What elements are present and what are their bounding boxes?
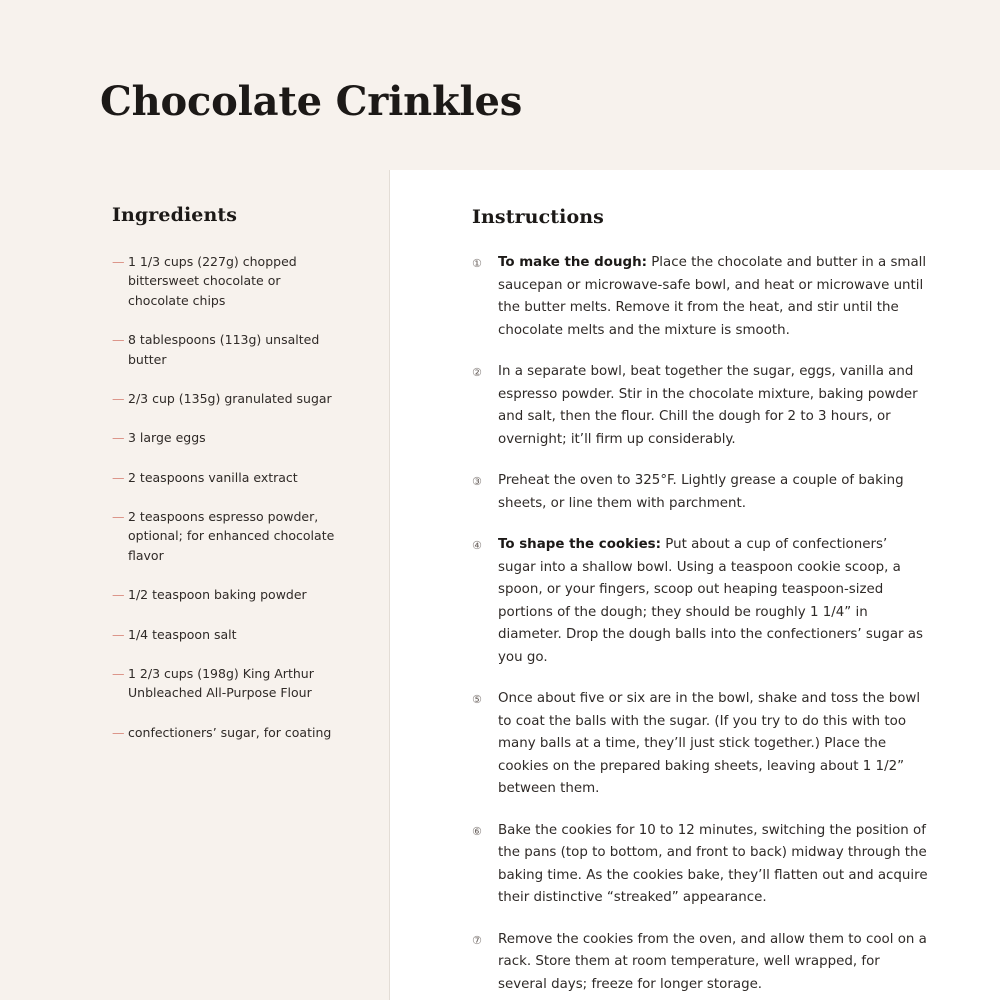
step-body-text: Bake the cookies for 10 to 12 minutes, switching the position of the pans (top to bottom, and front to back) midway through the baking time. As the cookies bake, they’ll flatten out and acquire their distinctive “streaked” appearance.: [498, 822, 928, 906]
step-text: [498, 470, 928, 515]
step-number: ②: [472, 366, 482, 380]
list-item: [112, 507, 345, 565]
instructions-list: [472, 252, 930, 996]
step-number: ⑦: [472, 933, 482, 947]
recipe-header: [0, 0, 1000, 170]
step-number: ⑤: [472, 693, 482, 707]
step-number: ①: [472, 257, 482, 270]
list-item: [472, 688, 930, 801]
step-body-text: Put about a cup of confectioners’ sugar into a shallow bowl. Using a teaspoon cookie scoop, a spoon, or your fingers, scoop out heaping teaspoon-sized portions of the dough; they should be roughly 1 1/4” in diameter. Drop the dough balls into the confectioners’ sugar as you go.: [498, 537, 923, 665]
instructions-heading: Instructions: [472, 206, 604, 228]
dash-icon: —: [112, 587, 125, 603]
dash-icon: —: [112, 626, 125, 642]
list-item: [472, 820, 930, 910]
ingredient-text: 3 large eggs: [128, 430, 206, 446]
dash-icon: —: [112, 430, 125, 446]
step-text: [498, 361, 928, 451]
step-text: [498, 929, 928, 997]
list-item: [112, 330, 345, 369]
ingredient-text: 1 1/3 cups (227g) chopped bittersweet chocolate or chocolate chips: [128, 254, 297, 308]
dash-icon: —: [112, 332, 125, 348]
ingredient-text: 1/2 teaspoon baking powder: [128, 587, 307, 603]
dash-icon: —: [112, 724, 125, 740]
list-item: [472, 470, 930, 515]
list-item: [112, 625, 345, 644]
step-text: [498, 252, 928, 342]
step-body-text: Once about five or six are in the bowl, shake and toss the bowl to coat the balls with the sugar. (If you try to do this with too many balls at a time, they’ll just stick together.) Place the cookies on the prepared baking sheets, leaving about 1 1/2” between them.: [498, 691, 921, 797]
ingredient-text: confectioners’ sugar, for coating: [128, 724, 332, 740]
ingredient-text: 2 teaspoons espresso powder, optional; for enhanced chocolate flavor: [128, 509, 335, 563]
step-body-text: In a separate bowl, beat together the sugar, eggs, vanilla and espresso powder. Stir in the chocolate mixture, baking powder and salt, then the flour. Chill the dough for 2 to 3 hours, or overnight; it’ll firm up considerably.: [498, 364, 918, 447]
instructions-panel: [390, 170, 1000, 1000]
ingredients-panel: [0, 170, 390, 1000]
list-item: [112, 389, 345, 408]
list-item: [112, 585, 345, 604]
list-item: [472, 252, 930, 342]
step-lead: To make the dough:: [498, 255, 647, 270]
list-item: [112, 723, 345, 742]
step-body-text: Preheat the oven to 325°F. Lightly grease a couple of baking sheets, or line them with parchment.: [498, 473, 904, 511]
list-item: [472, 361, 930, 451]
ingredients-heading: Ingredients: [112, 204, 238, 226]
step-text: [498, 534, 928, 669]
dash-icon: —: [112, 390, 125, 406]
recipe-body: [0, 170, 1000, 1000]
list-item: [112, 252, 345, 310]
ingredient-text: 8 tablespoons (113g) unsalted butter: [128, 332, 320, 367]
page-title: Chocolate Crinkles: [100, 78, 523, 125]
dash-icon: —: [112, 665, 125, 681]
list-item: [112, 468, 345, 487]
step-lead: To shape the cookies:: [498, 537, 662, 553]
dash-icon: —: [112, 509, 125, 524]
step-text: [498, 688, 928, 801]
list-item: [472, 534, 930, 669]
step-number: ③: [472, 475, 482, 489]
step-text: [498, 820, 928, 910]
ingredient-text: 1/4 teaspoon salt: [128, 626, 237, 642]
list-item: [112, 664, 345, 703]
dash-icon: —: [112, 469, 125, 485]
list-item: [112, 428, 345, 447]
list-item: [472, 929, 930, 997]
dash-icon: —: [112, 254, 125, 269]
ingredients-list: [112, 252, 345, 742]
step-body-text: Place the chocolate and butter in a small saucepan or microwave-safe bowl, and heat or microwave until the butter melts. Remove it from the heat, and stir until the chocolate melts and the mixture is smooth.: [498, 255, 927, 338]
ingredient-text: 2/3 cup (135g) granulated sugar: [128, 390, 332, 406]
step-number: ⑥: [472, 824, 482, 838]
step-body-text: Remove the cookies from the oven, and allow them to cool on a rack. Store them at room temperature, well wrapped, for several days; freeze for longer storage.: [498, 931, 927, 992]
ingredient-text: 1 2/3 cups (198g) King Arthur Unbleached All-Purpose Flour: [128, 665, 314, 701]
step-number: ④: [472, 539, 482, 553]
ingredient-text: 2 teaspoons vanilla extract: [128, 469, 298, 485]
